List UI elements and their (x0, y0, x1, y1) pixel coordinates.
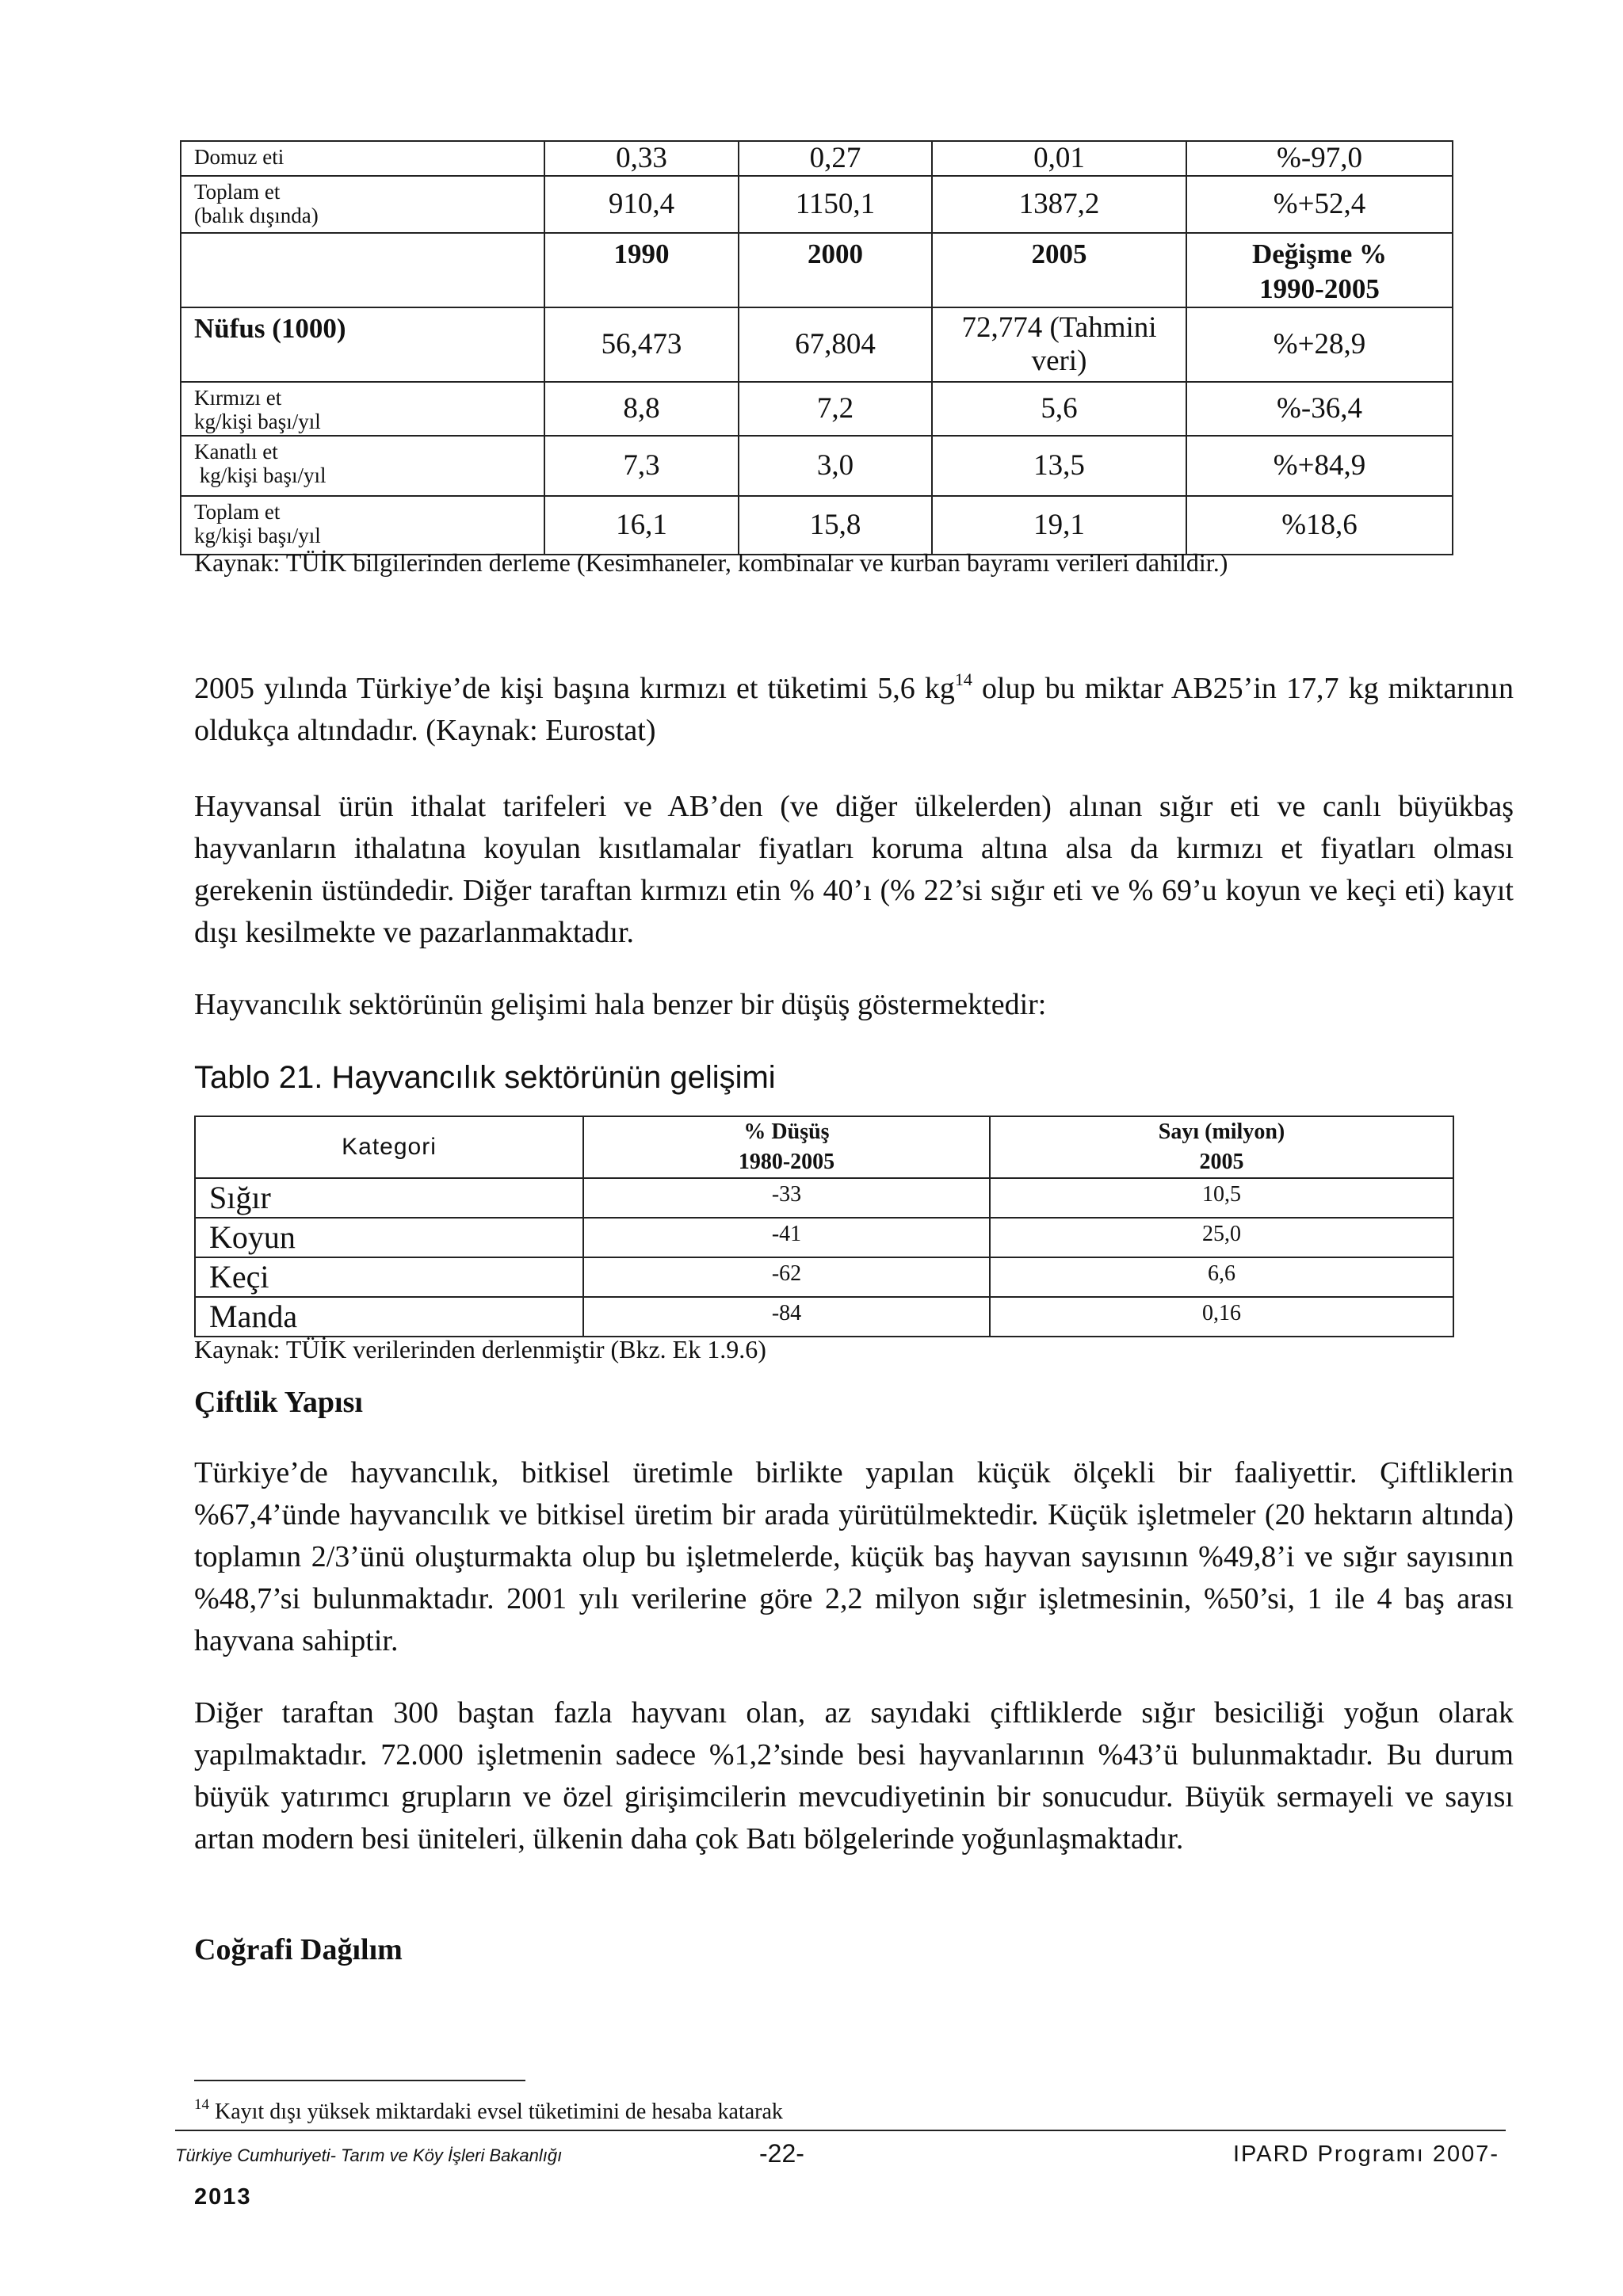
row-label: Kırmızı et kg/kişi başı/yıl (181, 382, 544, 436)
cell-2005: 5,6 (932, 382, 1186, 436)
table2-source: Kaynak: TÜİK verilerinden derlenmiştir (Bkz. Ek 1.9.6) (194, 1335, 766, 1363)
footer-program: IPARD Programı 2007- (1233, 2142, 1500, 2167)
count-value: 10,5 (990, 1178, 1453, 1218)
cell-2005: 1387,2 (932, 176, 1186, 233)
heading-geographic-distribution: Coğrafi Dağılım (194, 1933, 403, 1966)
drop-value: -41 (583, 1218, 990, 1257)
count-value: 0,16 (990, 1297, 1453, 1337)
table2-caption: Tablo 21. Hayvancılık sektörünün gelişimi (194, 1060, 776, 1095)
header-drop: % Düşüş 1980-2005 (583, 1116, 990, 1178)
livestock-table (194, 1116, 1454, 1337)
category-name: Sığır (195, 1178, 583, 1218)
table-row (181, 496, 1453, 555)
table-row (195, 1218, 1453, 1257)
header-change: Değişme % 1990-2005 (1186, 233, 1453, 307)
cell-1990: 16,1 (544, 496, 739, 555)
drop-value: -84 (583, 1297, 990, 1337)
header-count: Sayı (milyon) 2005 (990, 1116, 1453, 1178)
footer-divider (175, 2130, 1506, 2131)
table-header-row (195, 1116, 1453, 1178)
table-row (181, 176, 1453, 233)
cell-2000: 7,2 (739, 382, 932, 436)
footer-year: 2013 (194, 2184, 252, 2210)
cell-2000: 1150,1 (739, 176, 932, 233)
table-row (195, 1297, 1453, 1337)
page-number: -22- (759, 2139, 804, 2168)
table-row (181, 436, 1453, 496)
cell-2005: 0,01 (932, 141, 1186, 176)
cell-change: %+84,9 (1186, 436, 1453, 496)
table-row (195, 1257, 1453, 1297)
table1-source: Kaynak: TÜİK bilgilerinden derleme (Kesimhaneler, kombinalar ve kurban bayramı verileri dahildir.) (194, 548, 1228, 577)
cell-change: %-36,4 (1186, 382, 1453, 436)
cell-2005: 72,774 (Tahmini veri) (932, 307, 1186, 382)
footer-ministry: Türkiye Cumhuriyeti- Tarım ve Köy İşleri Bakanlığı (175, 2145, 563, 2165)
cell-1990: 8,8 (544, 382, 739, 436)
cell-1990: 0,33 (544, 141, 739, 176)
count-value: 6,6 (990, 1257, 1453, 1297)
cell-change: %18,6 (1186, 496, 1453, 555)
cell-2000: 0,27 (739, 141, 932, 176)
category-name: Koyun (195, 1218, 583, 1257)
footnote-ref: 14 (954, 669, 972, 689)
cell-1990: 56,473 (544, 307, 739, 382)
footnote: $^{14}$ Kayıt dışı yüksek miktardaki evsel tüketimini de hesaba katarak (194, 2096, 783, 2124)
paragraph-farm-structure: Türkiye’de hayvancılık, bitkisel üretimle birlikte yapılan küçük ölçekli bir faaliyettir. Çiftliklerin %67,4’ünde hayvancılık ve bitkisel üretim bir arada yürütülmektedir. Küçük işletmeler (20 hektarın altında) toplamın 2/3’ünü oluşturmakta olup bu işletmelerde, küçük baş hayvan sayısının %49,8’i ve sığır sayısının %48,7’si bulunmaktadır. 2001 yılı verilerine göre 2,2 milyon sığır işletmesinin, %50’si, 1 ile 4 baş arası hayvana sahiptir. (194, 1456, 1514, 1657)
row-label: Kanatlı et kg/kişi başı/yıl (181, 436, 544, 496)
drop-value: -33 (583, 1178, 990, 1218)
cell-change: %+28,9 (1186, 307, 1453, 382)
table-header-row (181, 233, 1453, 307)
header-2005: 2005 (932, 233, 1186, 307)
row-label: Toplam et (balık dışında) (181, 176, 544, 233)
table-row (195, 1178, 1453, 1218)
category-name: Manda (195, 1297, 583, 1337)
row-label: Toplam et kg/kişi başı/yıl (181, 496, 544, 555)
population-label: Nüfus (1000) (181, 307, 544, 382)
cell-2000: 3,0 (739, 436, 932, 496)
table-row (181, 382, 1453, 436)
table-row (181, 141, 1453, 176)
empty-cell (181, 233, 544, 307)
cell-2000: 67,804 (739, 307, 932, 382)
meat-consumption-table (180, 140, 1453, 555)
drop-value: -62 (583, 1257, 990, 1297)
cell-change: %+52,4 (1186, 176, 1453, 233)
cell-2005: 19,1 (932, 496, 1186, 555)
cell-2005: 13,5 (932, 436, 1186, 496)
count-value: 25,0 (990, 1218, 1453, 1257)
heading-farm-structure: Çiftlik Yapısı (194, 1386, 363, 1419)
cell-2000: 15,8 (739, 496, 932, 555)
cell-1990: 7,3 (544, 436, 739, 496)
paragraph-consumption: 2005 yılında Türkiye’de kişi başına kırmızı et tüketimi 5,6 $kg^{14}$ olup bu miktar AB25’in 17,7 kg miktarının oldukça altındadır. (Kaynak: Eurostat) (194, 669, 1514, 747)
footnote-divider (194, 2080, 525, 2081)
paragraph-import-tariffs: Hayvansal ürün ithalat tarifeleri ve AB’den (ve diğer ülkelerden) alınan sığır eti ve canlı büyükbaş hayvanların ithalatına koyulan kısıtlamalar fiyatları koruma altına alsa da kırmızı et fiyatları olması gerekenin üstündedir. Diğer taraftan kırmızı etin % 40’ı (% 22’si sığır eti ve % 69’u koyun ve keçi eti) kayıt dışı kesilmekte ve pazarlanmaktadır. (194, 790, 1514, 949)
cell-change: %-97,0 (1186, 141, 1453, 176)
paragraph-large-farms: Diğer taraftan 300 baştan fazla hayvanı olan, az sayıdaki çiftliklerde sığır besiciliği yoğun olarak yapılmaktadır. 72.000 işletmenin sadece %1,2’sinde besi hayvanlarının %43’ü bulunmaktadır. Bu durum büyük yatırımcı grupların ve özel girişimcilerin mevcudiyetinin bir sonucudur. Büyük sermayeli ve sayısı artan modern besi üniteleri, ülkenin daha çok Batı bölgelerinde yoğunlaşmaktadır. (194, 1696, 1514, 1855)
category-name: Keçi (195, 1257, 583, 1297)
cell-1990: 910,4 (544, 176, 739, 233)
header-2000: 2000 (739, 233, 932, 307)
header-1990: 1990 (544, 233, 739, 307)
paragraph-sector-intro: Hayvancılık sektörünün gelişimi hala benzer bir düşüş göstermektedir: (194, 988, 1047, 1021)
population-row (181, 307, 1453, 382)
row-label: Domuz eti (181, 141, 544, 176)
header-category: Kategori (195, 1116, 583, 1178)
